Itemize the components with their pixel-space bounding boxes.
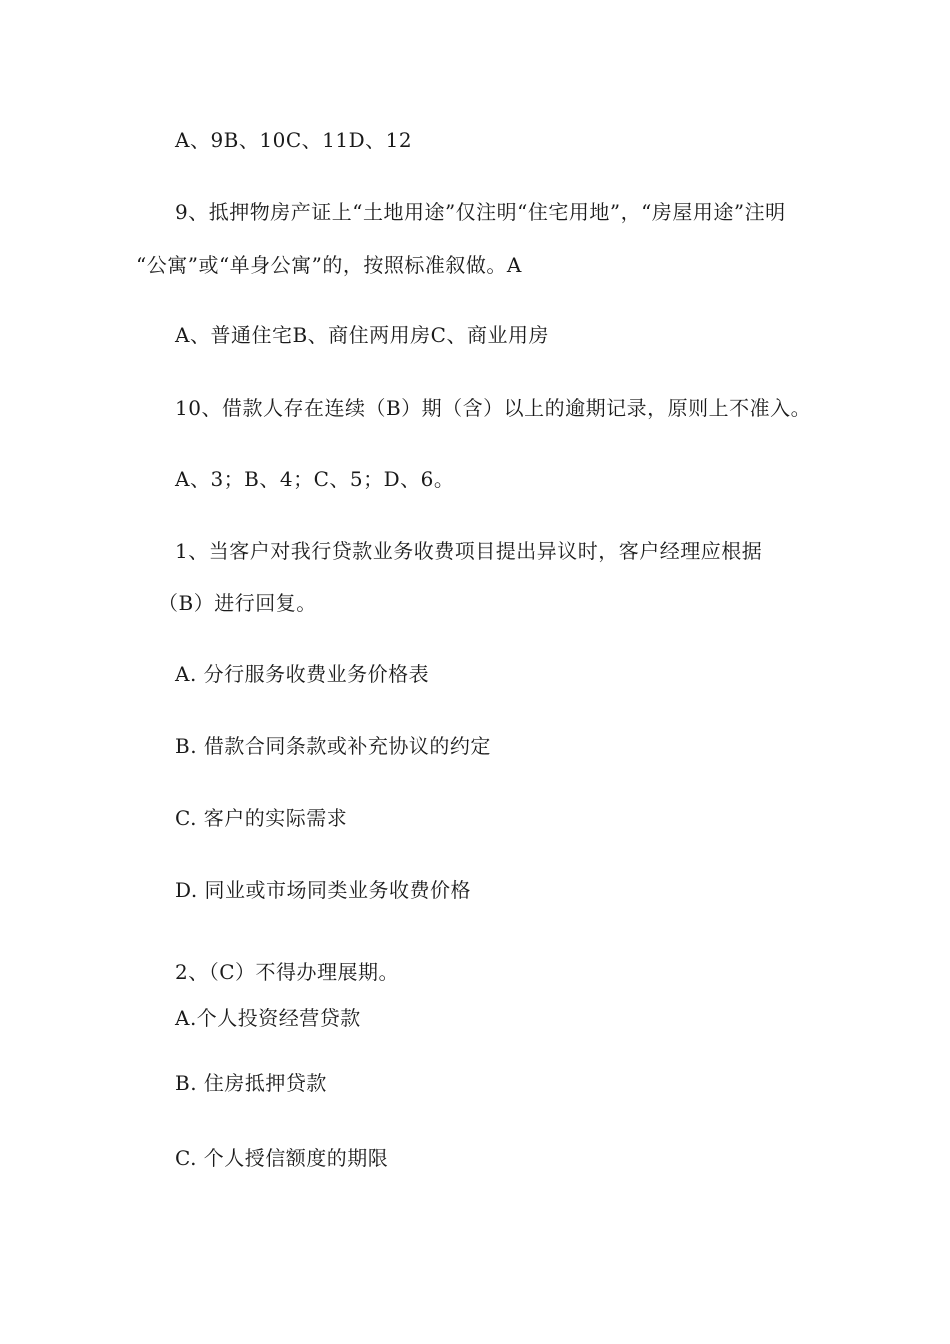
q9-options: A、普通住宅B、商住两用房C、商业用房 <box>175 323 549 347</box>
q9-question-line-1: 9、抵押物房产证上“土地用途”仅注明“住宅用地”，“房屋用途”注明 <box>175 200 786 224</box>
q1-option-a: A. 分行服务收费业务价格表 <box>175 662 430 686</box>
q2-option-b: B. 住房抵押贷款 <box>175 1071 327 1095</box>
q1-option-b: B. 借款合同条款或补充协议的约定 <box>175 734 491 758</box>
q8-options: A、9B、10C、11D、12 <box>175 128 413 152</box>
q1-option-c: C. 客户的实际需求 <box>175 806 348 830</box>
q2-question: 2、（C）不得办理展期。 <box>175 960 400 984</box>
q9-question-line-2: “公寓”或“单身公寓”的，按照标准叙做。A <box>136 253 522 277</box>
q10-question: 10、借款人存在连续（B）期（含）以上的逾期记录，原则上不准入。 <box>175 396 812 420</box>
q1-question-line-1: 1、当客户对我行贷款业务收费项目提出异议时，客户经理应根据 <box>175 539 763 563</box>
q1-question-line-2: （B）进行回复。 <box>158 591 317 615</box>
q10-options: A、3；B、4；C、5；D、6。 <box>175 467 455 491</box>
q1-option-d: D. 同业或市场同类业务收费价格 <box>175 878 472 902</box>
q2-option-c: C. 个人授信额度的期限 <box>175 1146 389 1170</box>
q2-option-a: A.个人投资经营贷款 <box>175 1006 361 1030</box>
